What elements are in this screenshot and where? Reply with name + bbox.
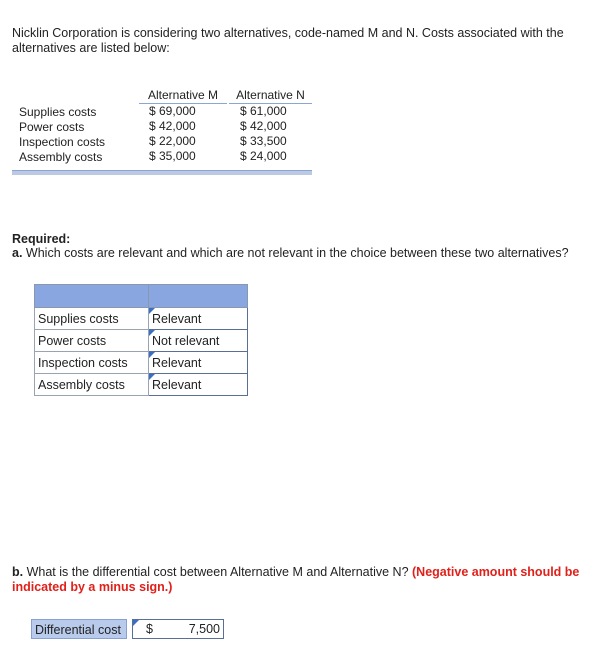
input-indicator-icon <box>133 620 139 626</box>
dropdown-indicator-icon <box>149 352 155 358</box>
inspection-m: $ 22,000 <box>149 134 196 148</box>
answer-table-header <box>35 285 248 308</box>
table-row <box>35 352 248 374</box>
inspection-n: $ 33,500 <box>240 134 287 148</box>
intro-text: Nicklin Corporation is considering two alternatives, code-named M and N. Costs associated with the alternatives are listed below: <box>12 26 564 55</box>
dropdown-inspection[interactable]: Relevant <box>149 352 248 374</box>
header-alternative-n: Alternative N <box>229 88 312 104</box>
dropdown-indicator-icon <box>149 330 155 336</box>
table-row <box>35 330 248 352</box>
assembly-m: $ 35,000 <box>149 149 196 163</box>
differential-cost-value: 7,500 <box>188 622 220 636</box>
answer-label-inspection: Inspection costs <box>35 352 149 374</box>
answer-label-supplies: Supplies costs <box>35 308 149 330</box>
dropdown-indicator-icon <box>149 308 155 314</box>
table-row <box>35 374 248 396</box>
power-n: $ 42,000 <box>240 119 287 133</box>
differential-cost-label: Differential cost <box>31 619 127 639</box>
header-alternative-m: Alternative M <box>139 88 227 104</box>
dropdown-power[interactable]: Not relevant <box>149 330 248 352</box>
currency-symbol: $ <box>146 622 153 636</box>
assembly-n: $ 24,000 <box>240 149 287 163</box>
required-heading: Required: <box>12 232 71 246</box>
negative-amount-note: (Negative amount should be indicated by a minus sign.) <box>12 565 580 594</box>
dropdown-assembly[interactable]: Relevant <box>149 374 248 396</box>
row-label-assembly: Assembly costs <box>19 150 103 164</box>
row-label-inspection: Inspection costs <box>19 135 106 149</box>
table-row <box>35 308 248 330</box>
differential-cost-input[interactable] <box>132 619 224 639</box>
row-label-power: Power costs <box>19 120 85 134</box>
dropdown-indicator-icon <box>149 374 155 380</box>
answer-label-power: Power costs <box>35 330 149 352</box>
power-m: $ 42,000 <box>149 119 196 133</box>
supplies-m: $ 69,000 <box>149 104 196 118</box>
table-footer-rule <box>12 170 312 175</box>
relevance-answer-table <box>34 284 248 396</box>
question-b: b. What is the differential cost between Alternative M and Alternative N? (Negative amount should be indicated by a minus sign.) <box>12 565 580 594</box>
row-label-supplies: Supplies costs <box>19 105 97 119</box>
question-a: a. Which costs are relevant and which are not relevant in the choice between these two alternatives? <box>12 246 569 260</box>
dropdown-supplies[interactable]: Relevant <box>149 308 248 330</box>
supplies-n: $ 61,000 <box>240 104 287 118</box>
answer-label-assembly: Assembly costs <box>35 374 149 396</box>
